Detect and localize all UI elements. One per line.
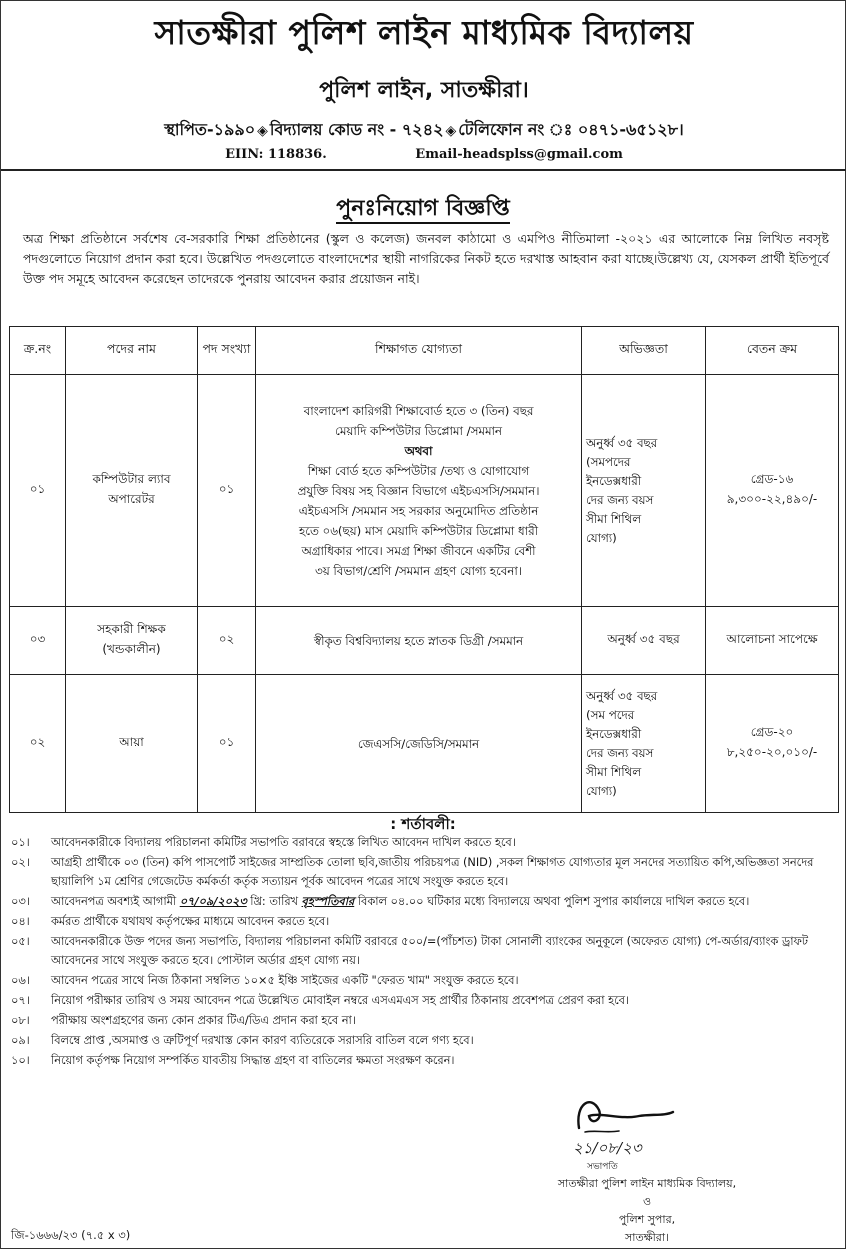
school-name: সাতক্ষীরা পুলিশ লাইন মাধ্যমিক বিদ্যালয় (154, 13, 694, 52)
contact-line (1, 147, 846, 162)
col-salary: বেতন ক্রম (706, 327, 839, 375)
cell-qualification: বাংলাদেশ কারিগরী শিক্ষাবোর্ড হতে ৩ (তিন) বছর মেয়াদি কম্পিউটার ডিপ্লোমা /সমমান অথবা শিক্ষা বোর্ড হতে কম্পিউটার /তথ্য ও যোগাযোগ প্রযুক্তি বিষয় সহ বিজ্ঞান বিভাগে এইচএসসি/সমমান। এইচএসসি /সমমান সহ সরকার অনুমোদিত প্রতিষ্ঠান হতে ০৬(ছয়) মাস মেয়াদি কম্পিউটার ডিপ্লোমা ধারী অগ্রাধিকার পাবে। সমগ্র শিক্ষা জীবনে একটির বেশী ৩য় বিভাগ/শ্রেণি /সমমান গ্রহণ যোগ্য হবেনা। (256, 375, 582, 607)
school-code: বিদ্যালয় কোড নং - ৭২৪২ (269, 120, 444, 139)
cell-salary: আলোচনা সাপেক্ষে (706, 607, 839, 675)
table-header-row (10, 327, 839, 375)
memo-number: জি-১৬৬৬/২৩ (৭.৫ x ৩) (11, 1228, 131, 1242)
terms-list (11, 833, 841, 1071)
signature-role: সভাপতি (587, 1162, 618, 1172)
col-serial: ক্র.নং (10, 327, 66, 375)
cell-post: সহকারী শিক্ষক (খন্ডকালীন) (66, 607, 198, 675)
notice-intro: অত্র শিক্ষা প্রতিষ্ঠানে সর্বশেষ বে-সরকারি শিক্ষা প্রতিষ্ঠানের (স্কুল ও কলেজ) জনবল কাঠামো ও এমপিও নীতিমালা -২০২১ এর আলোকে নিম্ন লিখিত নবসৃষ্ট পদগুলোতে নিয়োগ প্রদান করা হবে। উল্লেখিত পদগুলোতে বাংলাদেশের স্থায়ী নাগরিকের নিকট হতে দরখাস্ত আহবান করা যাচ্ছে।উল্লেখ্য যে, যেসকল প্রার্থী ইতিপূর্বে উক্ত পদ সমূহে আবেদন করেছেন তাদেরকে পুনরায় আবেদন করার প্রয়োজন নাই। (23, 231, 829, 286)
list-item: ০৭। নিয়োগ পরীক্ষার তারিখ ও সময় আবেদন পত্রে উল্লেখিত মোবাইল নম্বরে এসএমএস সহ প্রার্থীর ঠিকানায় প্রবেশপত্র প্রেরণ করা হবে। (11, 994, 629, 1007)
cell-serial: ০২ (10, 675, 66, 813)
list-item: ০৯। বিলম্বে প্রাপ্ত ,অসমাপ্ত ও ত্রুটিপূর্ণ দরখাস্ত কোন কারণ ব্যতিরেকে সরাসরি বাতিল বলে গণ্য হবে। (11, 1034, 474, 1047)
list-item: ১০। নিয়োগ কর্তৃপক্ষ নিয়োগ সম্পর্কিত যাবতীয় সিদ্ধান্ত গ্রহণ বা বাতিলের ক্ষমতা সংরক্ষণ করেন। (11, 1054, 455, 1067)
signature-date: ২১/০৮/২৩ (573, 1139, 642, 1157)
diamond-icon: ◈ (257, 123, 268, 139)
cell-serial: ০১ (10, 375, 66, 607)
telephone: টেলিফোন নং ঃ ০৪৭১-৬৫১২৮। (458, 120, 684, 139)
letterhead (1, 1, 846, 171)
cell-salary: গ্রেড-১৬ ৯,৩০০-২২,৪৯০/- (706, 375, 839, 607)
notice-title: পুনঃনিয়োগ বিজ্ঞপ্তি (1, 191, 845, 228)
cell-post: কম্পিউটার ল্যাব অপারেটর (66, 375, 198, 607)
cell-count: ০১ (198, 375, 256, 607)
eiin: EIIN: 118836. (225, 147, 327, 162)
cell-qualification: স্বীকৃত বিশ্ববিদ্যালয় হতে স্নাতক ডিগ্রী /সমমান (256, 607, 582, 675)
cell-qualification: জেএসসি/জেডিসি/সমমান (256, 675, 582, 813)
list-item: ০৫। আবেদনকারীকে উক্ত পদের জন্য সভাপতি, বিদ্যালয় পরিচালনা কমিটি বরাবরে ৫০০/=(পাঁচশত) টাকা সোনালী ব্যাংকের অনুকূলে (অফেরত যোগ্য) পে-অর্ডার/ব্যাংক ড্রাফট আবেদনের সাথে সংযুক্ত করতে হবে। পোস্টাল অর্ডার গ্রহণ যোগ্য নয়। (11, 935, 808, 967)
cell-count: ০২ (198, 607, 256, 675)
school-address: পুলিশ লাইন, সাতক্ষীরা। (319, 78, 529, 103)
deadline-date: ০৭/০৯/২০২৩ (179, 894, 247, 908)
email: Email-headsplss@gmail.com (415, 147, 623, 162)
col-post: পদের নাম (66, 327, 198, 375)
cell-experience: অনুর্ধ্ব ৩৫ বছর (582, 607, 706, 675)
posts-table (9, 326, 839, 813)
established: স্থাপিত-১৯৯০ (164, 120, 256, 139)
school-info-line (1, 117, 846, 144)
terms-title: : শর্তাবলী: (390, 815, 456, 833)
signatory-block: সাতক্ষীরা পুলিশ লাইন মাধ্যমিক বিদ্যালয়, ও পুলিশ সুপার, সাতক্ষীরা। (557, 1177, 737, 1244)
diamond-icon: ◈ (445, 123, 457, 139)
col-qualification: শিক্ষাগত যোগ্যতা (256, 327, 582, 375)
deadline-day: বৃহস্পতিবার (301, 894, 355, 908)
table-row (10, 675, 839, 813)
list-item: ০২। আগ্রহী প্রার্থীকে ০৩ (তিন) কপি পাসপোর্ট সাইজের সাম্প্রতিক তোলা ছবি,জাতীয় পরিচয়পত্র (NID) ,সকল শিক্ষাগত যোগ্যতার মূল সনদের সত্যায়িত কপি,অভিজ্ঞতা সনদের ছায়ালিপি ১ম শ্রেণির গেজেটেড কর্মকর্তা কর্তৃক সত্যায়ন পূর্বক আবেদন পত্রের সাথে সংযুক্ত করতে হবে। (11, 856, 814, 888)
col-experience: অভিজ্ঞতা (582, 327, 706, 375)
cell-count: ০১ (198, 675, 256, 813)
col-count: পদ সংখ্যা (198, 327, 256, 375)
cell-experience: অনুর্ধ্ব ৩৫ বছর (সমপদের ইনডেক্সধারী দের জন্য বয়স সীমা শিথিল যোগ্য) (582, 375, 706, 607)
list-item: ০৬। আবেদন পত্রের সাথে নিজ ঠিকানা সম্বলিত ১০×৫ ইঞ্চি সাইজের একটি "ফেরত খাম" সংযুক্ত করতে হবে। (11, 974, 519, 987)
cell-salary: গ্রেড-২০ ৮,২৫০-২০,০১০/- (706, 675, 839, 813)
cell-post: আয়া (66, 675, 198, 813)
table-row (10, 607, 839, 675)
list-item: ০৪। কর্মরত প্রার্থীকে যথাযথ কর্তৃপক্ষের মাধ্যমে আবেদন করতে হবে। (11, 915, 330, 928)
list-item: ০৩। আবেদনপত্র অবশ্যই আগামী ০৭/০৯/২০২৩ খ্রি: তারিখ বৃহস্পতিবার বিকাল ০৪.০০ ঘটিকার মধ্যে বিদ্যালয়ে অথবা পুলিশ সুপার কার্যালয়ে দাখিল করতে হবে। (11, 894, 750, 908)
list-item: ০১। আবেদনকারীকে বিদ্যালয় পরিচালনা কমিটির সভাপতি বরাবরে স্বহস্তে লিখিত আবেদন দাখিল করতে হবে। (11, 836, 516, 849)
list-item: ০৮। পরীক্ষায় অংশগ্রহণের জন্য কোন প্রকার টিএ/ডিএ প্রদান করা হবে না। (11, 1014, 356, 1027)
cell-serial: ০৩ (10, 607, 66, 675)
cell-experience: অনুর্ধ্ব ৩৫ বছর (সম পদের ইনডেক্সধারী দের জন্য বয়স সীমা শিথিল যোগ্য) (582, 675, 706, 813)
table-row (10, 375, 839, 607)
